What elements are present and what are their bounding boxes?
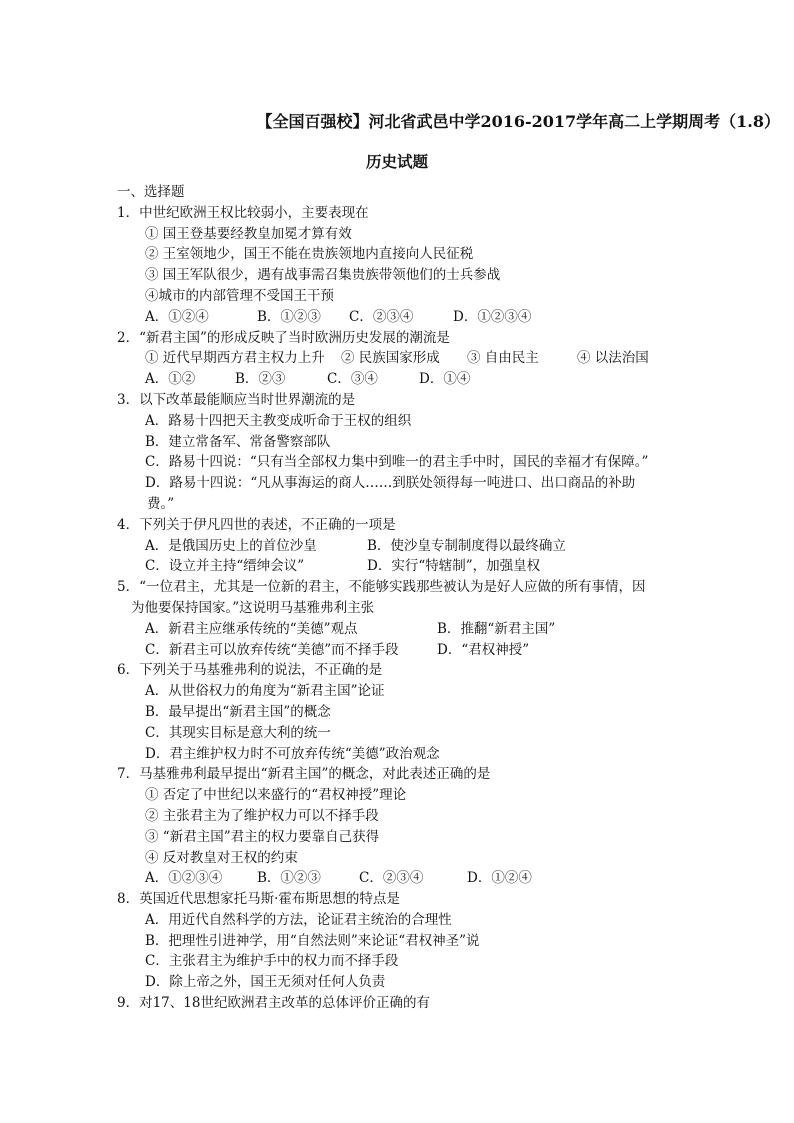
question-item: ④ 以法治国 bbox=[577, 350, 649, 367]
choice-c: C．②③④ bbox=[359, 870, 424, 887]
question-stem-continued: 为他要保持国家。”这说明马基雅弗利主张 bbox=[131, 599, 375, 616]
answer-choices-row bbox=[117, 307, 757, 328]
choice-d-continued: 费。” bbox=[147, 495, 175, 512]
choice-a: A．是俄国历史上的首位沙皇 bbox=[145, 537, 317, 554]
question-stem: 7．马基雅弗利最早提出“新君主国”的概念，对此表述正确的是 bbox=[117, 766, 491, 783]
choice-c: C．其现实目标是意大利的统一 bbox=[145, 724, 331, 741]
choice-c: C．路易十四说：“只有当全部权力集中到唯一的君主手中时，国民的幸福才有保障。” bbox=[145, 454, 649, 471]
question-stem: 9．对17、18世纪欧洲君主改革的总体评价正确的有 bbox=[117, 995, 430, 1012]
question-list bbox=[117, 182, 757, 1014]
choice-d: D．①②③④ bbox=[453, 308, 532, 325]
choice-d: D．“君权神授” bbox=[437, 641, 530, 658]
question-stem: 1．中世纪欧洲王权比较弱小，主要表现在 bbox=[117, 204, 369, 221]
choice-b: B．推翻“新君主国” bbox=[437, 620, 556, 637]
choice-a: A．①② bbox=[145, 371, 196, 388]
answer-choices-row bbox=[117, 369, 757, 390]
question-item: ③ 自由民主 bbox=[467, 350, 539, 367]
choice-a: A．从世俗权力的角度为“新君主国”论证 bbox=[145, 683, 385, 700]
question-item: ③ “新君主国”君主的权力要靠自己获得 bbox=[145, 828, 380, 845]
question-stem: 4．下列关于伊凡四世的表述，不正确的一项是 bbox=[117, 516, 396, 533]
answer-choices-row bbox=[117, 556, 757, 577]
question-stem: 3．以下改革最能顺应当时世界潮流的是 bbox=[117, 391, 356, 408]
question-item: ② 主张君主为了维护权力可以不择手段 bbox=[145, 807, 379, 824]
choice-b: B．建立常备军、常备警察部队 bbox=[145, 433, 331, 450]
choice-b: B．最早提出“新君主国”的概念 bbox=[145, 703, 331, 720]
answer-choices-row bbox=[117, 619, 757, 640]
choice-a: A．用近代自然科学的方法，论证君主统治的合理性 bbox=[145, 911, 452, 928]
choice-c: C．②③④ bbox=[349, 308, 414, 325]
choice-a: A．新君主应继承传统的“美德”观点 bbox=[145, 620, 358, 637]
page-subtitle: 历史试题 bbox=[365, 152, 428, 171]
question-item: ③ 国王军队很少，遇有战事需召集贵族带领他们的士兵参战 bbox=[145, 267, 501, 284]
choice-b: B．①②③ bbox=[257, 870, 321, 887]
choice-d: D．①④ bbox=[419, 371, 471, 388]
choice-a: A．①②③④ bbox=[145, 870, 223, 887]
answer-choices-row bbox=[117, 640, 757, 661]
question-items-row bbox=[117, 348, 757, 369]
choice-c: C．设立并主持“缙绅会议” bbox=[145, 558, 305, 575]
choice-c: C．主张君主为维护手中的权力而不择手段 bbox=[145, 953, 399, 970]
question-item: ④城市的内部管理不受国王干预 bbox=[145, 287, 334, 304]
choice-a: A．①②④ bbox=[145, 308, 209, 325]
section-heading: 一、选择题 bbox=[117, 184, 185, 200]
question-stem: 6．下列关于马基雅弗利的说法，不正确的是 bbox=[117, 662, 383, 679]
choice-d: D．除上帝之外，国王无须对任何人负责 bbox=[145, 974, 386, 991]
page-title: 【全国百强校】河北省武邑中学2016-2017学年高二上学期周考（1.8） bbox=[256, 112, 780, 131]
question-item: ② 王室领地少，国王不能在贵族领地内直接向人民征税 bbox=[145, 246, 474, 263]
question-item: ① 国王登基要经教皇加冕才算有效 bbox=[145, 225, 352, 242]
choice-a: A．路易十四把天主教变成听命于王权的组织 bbox=[145, 412, 412, 429]
choice-b: B．把理性引进神学，用“自然法则”来论证“君权神圣”说 bbox=[145, 932, 480, 949]
question-stem: 5．“一位君主，尤其是一位新的君主，不能够实践那些被认为是好人应做的所有事情，因 bbox=[117, 579, 646, 596]
question-stem: 2．“新君主国”的形成反映了当时欧洲历史发展的潮流是 bbox=[117, 329, 450, 346]
answer-choices-row bbox=[117, 536, 757, 557]
choice-c: C．③④ bbox=[327, 371, 378, 388]
choice-d: D．①②④ bbox=[467, 870, 532, 887]
choice-d: D．实行“特辖制”，加强皇权 bbox=[367, 558, 541, 575]
choice-b: B．使沙皇专制制度得以最终确立 bbox=[367, 537, 566, 554]
question-stem: 8．英国近代思想家托马斯·霍布斯思想的特点是 bbox=[117, 891, 400, 908]
choice-b: B．①②③ bbox=[257, 308, 321, 325]
question-item: ④ 反对教皇对王权的约束 bbox=[145, 849, 298, 866]
choice-d: D．君主维护权力时不可放弃传统“美德”政治观念 bbox=[145, 745, 440, 762]
choice-c: C．新君主可以放弃传统“美德”而不择手段 bbox=[145, 641, 399, 658]
choice-d: D．路易十四说：“凡从事海运的商人……到朕处领得每一吨进口、出口商品的补助 bbox=[145, 475, 636, 492]
question-item: ① 近代早期西方君主权力上升 bbox=[145, 350, 325, 367]
answer-choices-row bbox=[117, 868, 757, 889]
question-item: ② 民族国家形成 bbox=[341, 350, 440, 367]
question-item: ① 否定了中世纪以来盛行的“君权神授”理论 bbox=[145, 787, 407, 804]
choice-b: B．②③ bbox=[235, 371, 286, 388]
